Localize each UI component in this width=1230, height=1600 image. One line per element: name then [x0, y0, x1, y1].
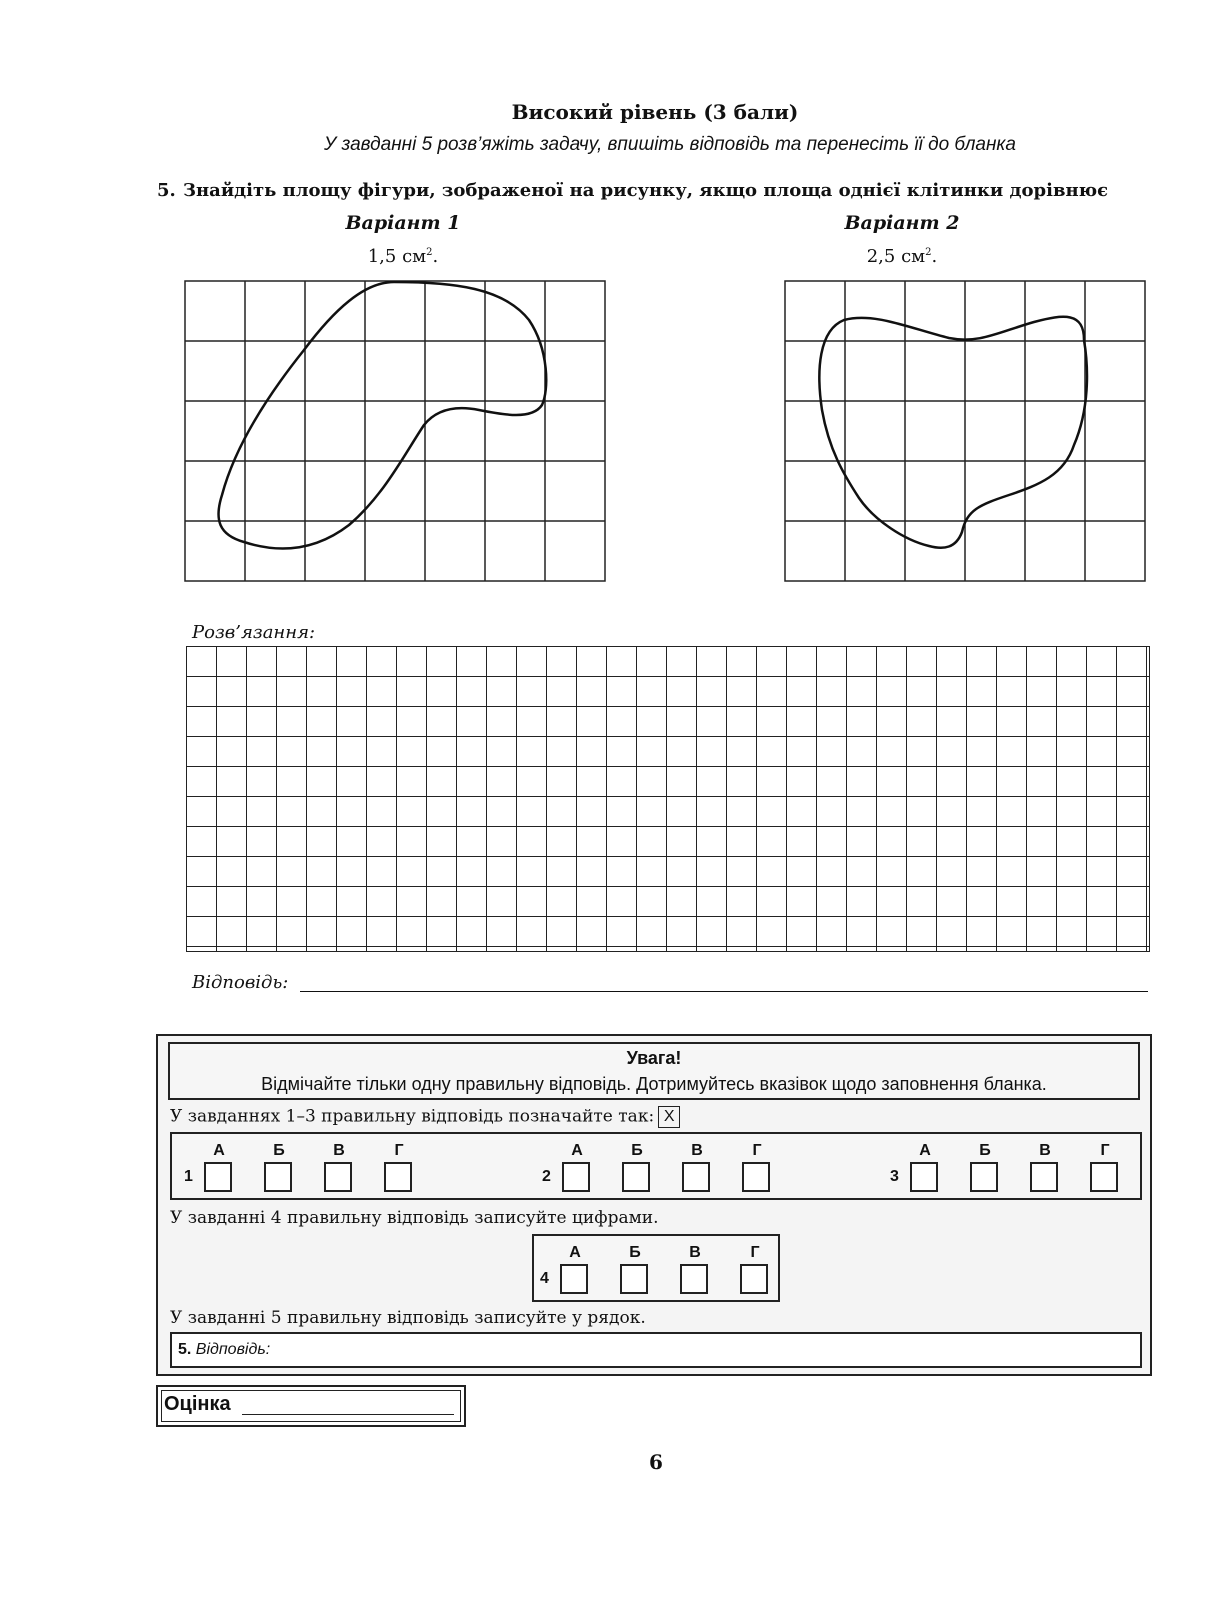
option-letter: А — [569, 1244, 581, 1261]
option-letter: В — [1039, 1142, 1051, 1159]
answer-row-1-3 — [170, 1132, 1142, 1200]
grade-label: Оцінка — [164, 1393, 231, 1415]
option-letter: Б — [979, 1142, 991, 1159]
task-text: Знайдіть площу фігури, зображеної на рисунку, якщо площа однієї клітинки дорівнює — [183, 180, 1109, 201]
option-letter: Б — [631, 1142, 643, 1159]
variant-1-area: 1,5 $см^2$. — [367, 246, 439, 267]
page-number: 6 — [649, 1450, 663, 1474]
answer-line[interactable] — [300, 991, 1148, 992]
attention-text: Відмічайте тільки одну правильну відповідь. Дотримуйтесь вказівок щодо заповнення бланка. — [261, 1074, 1047, 1094]
variant-1-figure — [184, 280, 608, 584]
option-letter: Г — [1100, 1142, 1110, 1159]
answer-box-1-v[interactable] — [324, 1162, 352, 1192]
variant-1-title: Варіант 1 — [345, 212, 461, 234]
answer-box-3-b[interactable] — [970, 1162, 998, 1192]
answer-box-1-b[interactable] — [264, 1162, 292, 1192]
attention-title: Увага! — [626, 1048, 682, 1068]
task-number: 5. — [157, 180, 176, 201]
section-instruction: У завданні 5 розв’яжіть задачу, впишіть відповідь та перенесіть її до бланка — [324, 134, 1016, 155]
answer-box-3-a[interactable] — [910, 1162, 938, 1192]
option-letter: Г — [394, 1142, 404, 1159]
tasks-1-3-instruction: У завданнях 1–3 правильну відповідь позначайте так: X — [170, 1106, 680, 1128]
answer-box-1-a[interactable] — [204, 1162, 232, 1192]
answer-box-2-g[interactable] — [742, 1162, 770, 1192]
question-number: 1 — [184, 1168, 193, 1185]
answer-box-1-g[interactable] — [384, 1162, 412, 1192]
grade-line[interactable] — [242, 1414, 454, 1415]
option-letter: А — [919, 1142, 931, 1159]
answer-5-field[interactable] — [170, 1332, 1142, 1368]
question-number: 2 — [542, 1168, 551, 1185]
mark-example-box: X — [658, 1106, 680, 1128]
option-letter: А — [213, 1142, 225, 1159]
grade-box — [156, 1385, 466, 1427]
answer-box-4-b[interactable] — [620, 1264, 648, 1294]
variant-2-area: 2,5 $см^2$. — [866, 246, 938, 267]
attention-box — [168, 1042, 1140, 1100]
answer-blank-form — [156, 1034, 1152, 1376]
option-letter: Б — [629, 1244, 641, 1261]
solution-grid[interactable] — [186, 646, 1150, 952]
answer-box-3-v[interactable] — [1030, 1162, 1058, 1192]
option-letter: Г — [752, 1142, 762, 1159]
answer-box-4-v[interactable] — [680, 1264, 708, 1294]
variant-1-shape — [218, 282, 546, 548]
answer-box-4-a[interactable] — [560, 1264, 588, 1294]
variant-2-title: Варіант 2 — [844, 212, 960, 234]
task-5-instruction: У завданні 5 правильну відповідь записуйте у рядок. — [170, 1308, 646, 1328]
solution-label: Розв’язання: — [192, 622, 316, 643]
option-letter: В — [691, 1142, 703, 1159]
option-letter: Б — [273, 1142, 285, 1159]
answer-box-4-g[interactable] — [740, 1264, 768, 1294]
variant-2-shape — [819, 317, 1087, 548]
task-5-statement — [157, 180, 1108, 201]
answer-row-4 — [532, 1234, 780, 1302]
answer-label: Відповідь: — [192, 972, 289, 993]
option-letter: Г — [750, 1244, 760, 1261]
variant-2-figure — [784, 280, 1148, 584]
answer-box-2-b[interactable] — [622, 1162, 650, 1192]
question-number: 4 — [540, 1270, 549, 1287]
answer-box-2-v[interactable] — [682, 1162, 710, 1192]
answer-box-3-g[interactable] — [1090, 1162, 1118, 1192]
section-title: Високий рівень (3 бали) — [511, 100, 799, 124]
answer-5-label: 5. Відповідь: — [178, 1341, 271, 1358]
option-letter: В — [333, 1142, 345, 1159]
answer-box-2-a[interactable] — [562, 1162, 590, 1192]
question-number: 3 — [890, 1168, 899, 1185]
option-letter: В — [689, 1244, 701, 1261]
option-letter: А — [571, 1142, 583, 1159]
task-4-instruction: У завданні 4 правильну відповідь записуйте цифрами. — [170, 1208, 659, 1228]
